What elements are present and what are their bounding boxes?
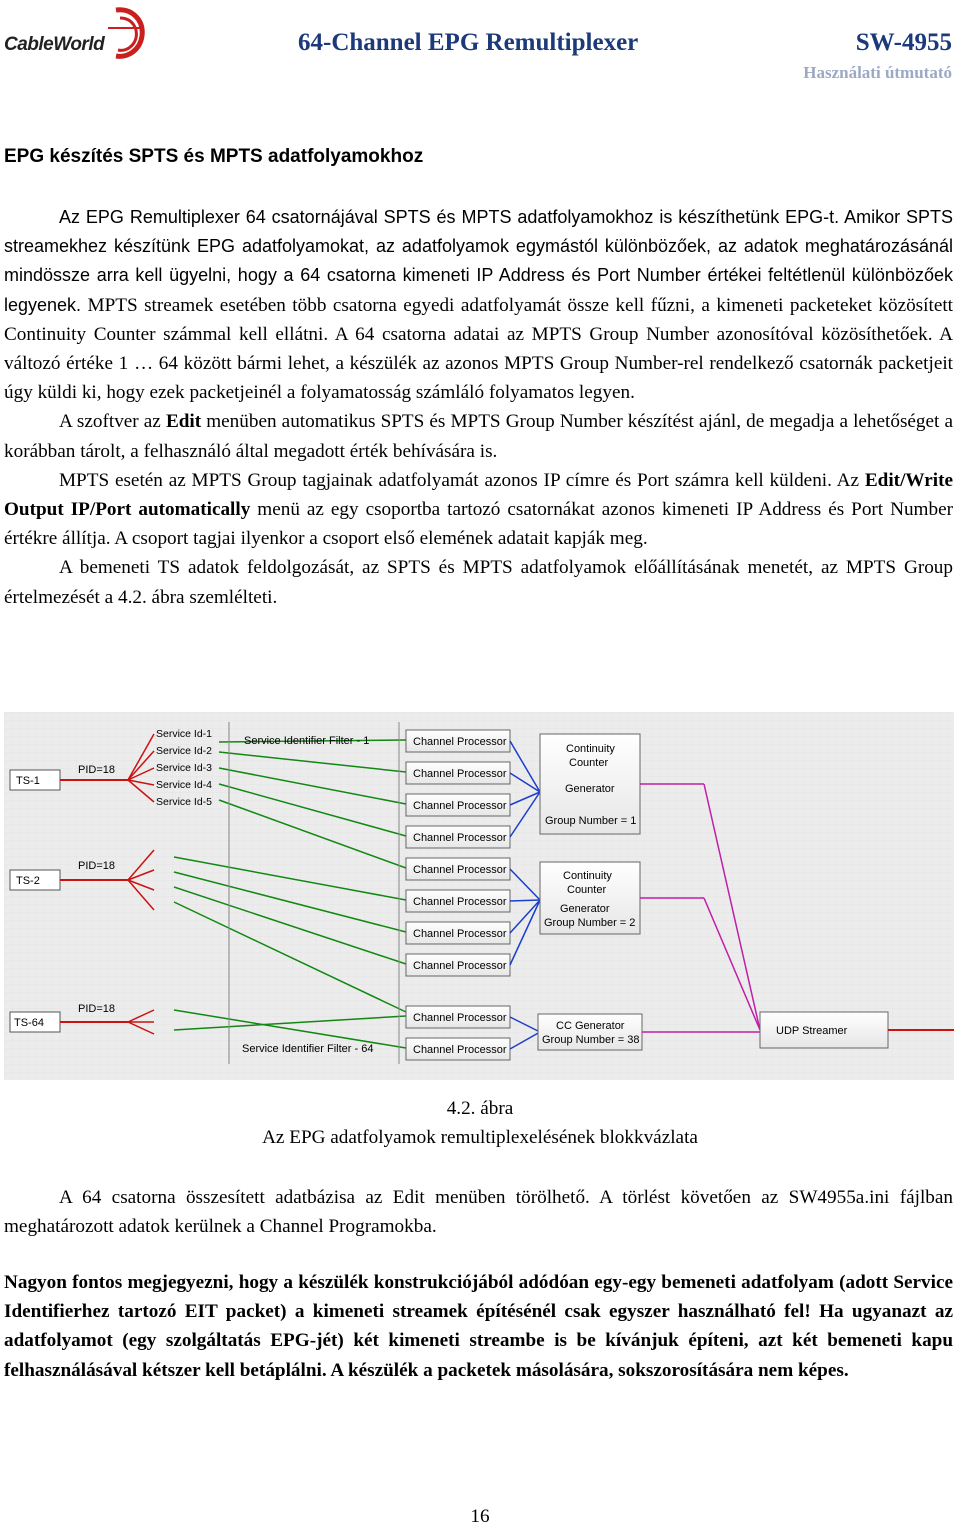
svg-text:CC Generator: CC Generator [556, 1020, 625, 1032]
channel-processor-9 [406, 1006, 510, 1028]
svg-text:Channel Processor: Channel Processor [413, 832, 507, 844]
ts-input-1-label: TS-1 [16, 775, 40, 787]
svg-text:Group Number = 38: Group Number = 38 [542, 1034, 640, 1046]
group-2-block [540, 862, 640, 934]
block-diagram [4, 712, 954, 1080]
paragraph-2-part-a: A szoftver az [59, 411, 166, 433]
paragraph-2 [4, 407, 953, 465]
paragraph-1 [4, 203, 953, 407]
paragraph-2-part-b: menüben automatikus SPTS és MPTS Group Number készítést ajánl, de megadja a lehetőséget a korábban tárolt, a felhasználó által megadott érték behívására is. [4, 411, 953, 462]
udp-streamer-label: UDP Streamer [776, 1025, 848, 1037]
channel-processor-2 [406, 762, 510, 784]
channel-processor-8 [406, 954, 510, 976]
pid-label-1: PID=18 [78, 764, 115, 776]
service-id-3: Service Id-3 [156, 762, 213, 774]
ts-input-2-label: TS-2 [16, 875, 40, 887]
pid-label-2: PID=18 [78, 860, 115, 872]
important-note: Nagyon fontos megjegyezni, hogy a készülék konstrukciójából adódóan egy-egy bemeneti adatfolyam (adott Service Identifierhez tartozó EIT packet) a kimeneti streamek építésénél csak egyszer használható fel! Ha ugyanazt az adatfolyamot (egy szolgáltatás EPG-jét) két kimeneti streambe is be kívánjuk építeni, azt két bemeneti kapu felhasználásával kétszer kell betáplálni. A készülék a packetek másolására, sokszorosítására nem képes. [4, 1272, 953, 1381]
channel-processor-5 [406, 858, 510, 880]
svg-text:Group Number = 1: Group Number = 1 [545, 815, 637, 827]
group-1-block [540, 734, 640, 834]
svg-text:Channel Processor: Channel Processor [413, 864, 507, 876]
header-subtitle: Használati útmutató [803, 63, 952, 82]
channel-processor-6 [406, 890, 510, 912]
svg-text:Counter: Counter [569, 757, 609, 769]
service-filter-64-label: Service Identifier Filter - 64 [242, 1043, 374, 1055]
svg-text:Channel Processor: Channel Processor [413, 960, 507, 972]
svg-text:Channel Processor: Channel Processor [413, 896, 507, 908]
svg-text:Generator: Generator [560, 903, 610, 915]
ts-input-1 [10, 770, 60, 790]
figure-number: 4.2. ábra [446, 1098, 514, 1119]
service-id-1: Service Id-1 [156, 728, 213, 740]
service-filter-1-label: Service Identifier Filter - 1 [244, 735, 370, 747]
svg-text:Group Number = 2: Group Number = 2 [544, 917, 636, 929]
ts-input-64 [10, 1012, 60, 1032]
paragraph-3 [4, 466, 953, 554]
paragraph-3-part-b: menü az egy csoportba tartozó csatornákat azonos kimeneti IP Address és Port Number értékre állítja. A csoport tagjai ilyenkor a csoport első elemének adatait kapják meg. [4, 499, 953, 550]
ts-input-64-label: TS-64 [14, 1017, 44, 1029]
service-id-4: Service Id-4 [156, 779, 213, 791]
paragraph-3-part-a: MPTS esetén az MPTS Group tagjainak adatfolyamát azonos IP címre és Port számra kell küldeni. Az [59, 469, 865, 491]
channel-processor-10 [406, 1038, 510, 1060]
channel-processor-1 [406, 730, 510, 752]
logo-text: CableWorld [4, 34, 105, 55]
svg-text:Continuity: Continuity [566, 743, 615, 755]
pid-label-64: PID=18 [78, 1003, 115, 1015]
channel-processor-3 [406, 794, 510, 816]
group-38-block [538, 1014, 642, 1050]
svg-text:Generator: Generator [565, 783, 615, 795]
svg-text:Channel Processor: Channel Processor [413, 800, 507, 812]
write-output-menu-term: Edit/Write Output IP/Port automatically [4, 469, 953, 521]
edit-menu-term: Edit [165, 411, 202, 433]
body-text [4, 203, 953, 612]
svg-text:Channel Processor: Channel Processor [413, 1012, 507, 1024]
figure-caption: Az EPG adatfolyamok remultiplexelésének blokkvázlata [262, 1127, 698, 1148]
header-title: 64-Channel EPG Remultiplexer [298, 29, 639, 56]
after-caption-text [4, 1183, 953, 1241]
header-code: SW-4955 [855, 29, 952, 56]
service-id-5: Service Id-5 [156, 796, 213, 808]
channel-processor-4 [406, 826, 510, 848]
channel-processor-7 [406, 922, 510, 944]
service-id-2: Service Id-2 [156, 745, 213, 757]
paragraph-4: A bemeneti TS adatok feldolgozását, az SPTS és MPTS adatfolyamok előállításának menetét, az MPTS Group értelmezését a 4.2. ábra szemlélteti. [4, 557, 953, 608]
svg-text:Counter: Counter [567, 884, 607, 896]
udp-streamer-block [760, 1012, 888, 1048]
paragraph-1-part-b: MPTS streamek esetében több csatorna egyedi adatfolyamát össze kell fűzni, a kimeneti packeteket közösített Continuity Counter számmal kell ellátni. A 64 csatorna adatai az MPTS Group Number azonosítóval közösíthetőek. A változó értéke 1 … 64 között bármi lehet, a készülék az azonos MPTS Group Number-rel rendelkező csatornák packetjeit úgy küldi ki, hogy ezek packetjeinél a folyamatosság számláló folyamatos legyen. [4, 294, 953, 404]
svg-text:Channel Processor: Channel Processor [413, 928, 507, 940]
channel-processor-column [406, 730, 510, 1060]
page-number: 16 [470, 1506, 490, 1527]
ts-input-2 [10, 870, 60, 890]
paragraph-1-part-a: Az EPG Remultiplexer 64 csatornájával SPTS és MPTS adatfolyamokhoz is készíthetünk EPG-t. Amikor SPTS streamekhez készítünk EPG adatfolyamokat, az adatfolyamok egymástól különbözőek, az adatok meghatározásánál mindössze arra kell ügyelni, hogy a 64 csatorna kimeneti IP Address és Port Number értékei feltétlenül különbözőek legyenek. [4, 207, 953, 315]
section-title: EPG készítés SPTS és MPTS adatfolyamokhoz [4, 146, 424, 167]
svg-text:Channel Processor: Channel Processor [413, 768, 507, 780]
after-caption-paragraph: A 64 csatorna összesített adatbázisa az Edit menüben törölhető. A törlést követően az SW4955a.ini fájlban meghatározott adatok kerülnek a Channel Programokba. [4, 1187, 953, 1238]
svg-text:Channel Processor: Channel Processor [413, 736, 507, 748]
svg-text:Channel Processor: Channel Processor [413, 1044, 507, 1056]
svg-text:Continuity: Continuity [563, 870, 612, 882]
